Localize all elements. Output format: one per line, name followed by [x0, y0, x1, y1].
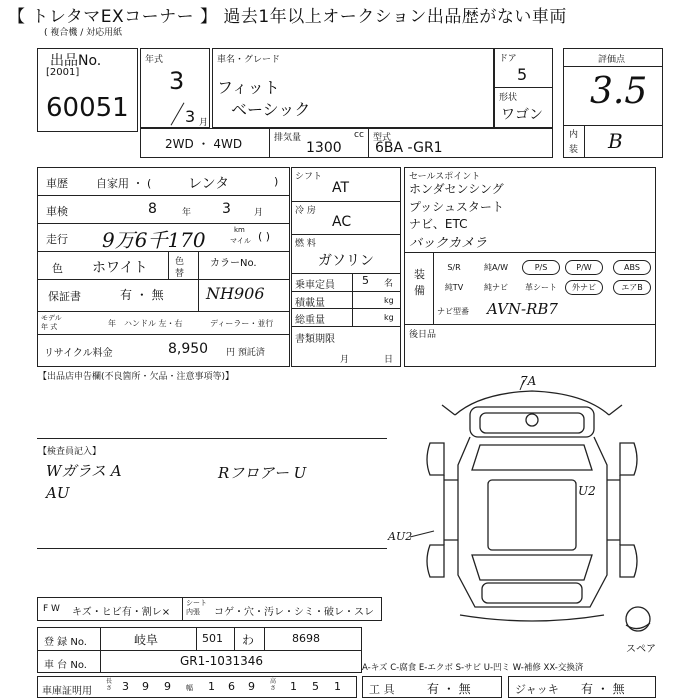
mileage-paren: ( )	[258, 230, 271, 243]
cert-num-9: 1	[334, 680, 341, 693]
shape-value: ワゴン	[501, 107, 543, 123]
mileage-label: 走行	[46, 233, 68, 246]
model-year-unit: 年	[108, 319, 116, 328]
year-box	[140, 48, 210, 128]
inspector-label: 【検査員記入】	[38, 447, 102, 457]
cert-sep-width: 幅	[186, 684, 193, 692]
fuel-label: 燃 料	[295, 239, 316, 249]
shift-value: AT	[332, 180, 350, 196]
doors-label: ドア	[499, 54, 517, 64]
year-month-unit: 月	[199, 118, 209, 128]
load-unit: kg	[384, 296, 394, 305]
color-change-2: 替	[175, 269, 185, 279]
handle-side: ハンドル 左・右	[124, 319, 183, 328]
cert-num-1: 3	[122, 680, 129, 693]
navi-model-value: AVN-RB7	[487, 300, 558, 318]
sales-label: セールスポイント	[409, 172, 481, 182]
shape-label: 形状	[499, 93, 518, 103]
registration-kana: わ	[242, 633, 255, 647]
color-code-label: カラーNo.	[210, 258, 257, 269]
inspection-month: 3	[222, 201, 231, 217]
model-label: 車名・グレード	[217, 55, 281, 65]
recycle-unit: 円 預託済	[226, 348, 265, 358]
equip-sr: S/R	[447, 263, 461, 272]
sales-item-1: ホンダセンシング	[409, 182, 504, 196]
color-label: 色	[52, 262, 63, 275]
score-label: 評価点	[598, 55, 626, 65]
ac-label: 冷 房	[295, 206, 316, 216]
shift-label: シフト	[295, 172, 323, 182]
registration-label: 登 録 No.	[44, 637, 87, 648]
cert-sep-length: 長さ	[106, 678, 113, 692]
fw-box	[37, 597, 382, 621]
fw-items: キズ・ヒビ有・割レ×	[72, 607, 171, 618]
chassis-label: 車 台 No.	[44, 660, 87, 671]
page-title: 【 トレタマEXコーナー 】 過去1年以上オークション出品歴がない車両	[8, 7, 567, 27]
score-box	[563, 48, 663, 158]
weight-label: 総重量	[295, 315, 325, 326]
score-value: 3.5	[590, 71, 648, 112]
doc-day-unit: 日	[384, 355, 394, 365]
capacity-unit: 名	[384, 279, 394, 289]
jack-box	[508, 676, 656, 698]
model-year-label-2: 年 式	[41, 323, 58, 331]
sales-item-4: バックカメラ	[409, 236, 488, 251]
sub-note: ( 複合機 / 対応用紙	[44, 28, 123, 38]
history-label: 車歴	[46, 177, 68, 190]
drive-box	[140, 128, 270, 158]
cert-num-6: 9	[248, 680, 255, 693]
model-year-label-1: モデル	[41, 314, 62, 322]
equip-tv: 純TV	[444, 283, 464, 292]
equip-ext-navi: 外ナビ	[565, 280, 603, 295]
recycle-label: リサイクル料金	[44, 348, 113, 359]
sales-item-3: ナビ、ETC	[409, 217, 468, 231]
diagram-spare: スペア	[626, 644, 656, 655]
tools-box	[362, 676, 502, 698]
type-box	[368, 128, 553, 158]
fuel-value: ガソリン	[318, 253, 374, 269]
equip-pw: P/W	[565, 260, 603, 275]
type-label: 型式	[373, 133, 392, 143]
dealer-import: ディーラー・並行	[210, 319, 274, 328]
lot-box	[37, 48, 138, 132]
drive-value: 2WD ・ 4WD	[165, 137, 243, 151]
equip-leather: 革シート	[525, 283, 557, 292]
color-change-1: 色	[175, 257, 185, 267]
sales-box	[404, 167, 656, 367]
registration-class: 501	[202, 632, 223, 645]
cert-num-8: 5	[312, 680, 319, 693]
history-close: )	[274, 175, 279, 188]
damage-legend: A-キズ C-腐食 E-エクボ S-サビ U-凹ミ W-補修 XX-交換済	[362, 663, 584, 673]
cert-num-2: 9	[142, 680, 149, 693]
later-items-label: 後日品	[409, 330, 437, 340]
warranty-value: 有 ・ 無	[120, 288, 164, 302]
equipment-label-1: 装	[414, 268, 425, 281]
diagram-mark-right: U2	[578, 484, 596, 498]
inspector-note-2: AU	[46, 484, 70, 502]
type-value: 6BA -GR1	[375, 140, 443, 156]
declaration-label: 【出品店申告欄(不良箇所・欠品・注意事項等)】	[38, 372, 235, 382]
chassis-value: GR1-1031346	[180, 654, 264, 668]
car-diagram	[400, 375, 665, 640]
registration-box	[37, 627, 362, 673]
cert-box	[37, 676, 357, 698]
shape-box	[494, 87, 553, 128]
mileage-unit-km: km	[234, 226, 245, 234]
registration-number: 8698	[292, 632, 320, 645]
equip-alloy: 純A/W	[483, 263, 509, 272]
mileage-value: 9万6千170	[102, 228, 206, 252]
doors-box	[494, 48, 553, 88]
displacement-unit: cc	[354, 130, 364, 140]
diagram-mark-left: AU2	[388, 530, 413, 543]
displacement-label: 排気量	[274, 133, 302, 143]
sheet-items: コゲ・穴・汚レ・シミ・破レ・スレ	[214, 607, 374, 618]
navi-model-label: ナビ型番	[437, 307, 469, 316]
color-value: ホワイト	[92, 260, 148, 276]
equip-ps: P/S	[522, 260, 560, 275]
history-options: 自家用 ・ (	[96, 177, 152, 190]
tools-label: 工 具	[369, 683, 395, 696]
displacement-value: 1300	[306, 140, 342, 156]
tools-value: 有 ・ 無	[427, 682, 471, 696]
vehicle-info-box	[37, 167, 290, 367]
equip-airbag: エアB	[613, 280, 651, 295]
ac-value: AC	[332, 214, 352, 230]
model-name: フィット	[217, 78, 280, 97]
jack-label: ジャッキ	[515, 683, 559, 696]
lot-label: 出品No.	[50, 53, 102, 69]
equipment-label-2: 備	[414, 284, 425, 297]
interior-value: B	[608, 129, 623, 153]
cert-num-3: 9	[164, 680, 171, 693]
interior-label-1: 内	[569, 130, 579, 140]
year-label: 年式	[145, 55, 164, 65]
lot-code: [2001]	[46, 67, 80, 78]
cert-num-7: 1	[290, 680, 297, 693]
cert-label: 車庫証明用	[42, 686, 92, 697]
cert-sep-height: 高さ	[270, 678, 277, 692]
sheet-label: シート 内張	[186, 599, 207, 616]
doors-value: 5	[517, 65, 528, 84]
inspection-year: 8	[148, 201, 157, 217]
model-grade: ベーシック	[231, 100, 311, 119]
jack-value: 有 ・ 無	[581, 682, 625, 696]
warranty-label: 保証書	[48, 290, 81, 303]
equip-navi: 純ナビ	[484, 283, 508, 292]
cert-num-4: 1	[208, 680, 215, 693]
fw-label: F W	[43, 604, 60, 614]
year-slash	[171, 102, 185, 125]
registration-pref: 岐阜	[134, 633, 159, 647]
mileage-unit-mile: マイル	[230, 237, 251, 245]
spec-box	[291, 167, 401, 367]
inspection-year-unit: 年	[182, 208, 192, 218]
capacity-value: 5	[362, 274, 369, 287]
color-code: NH906	[206, 284, 265, 303]
weight-unit: kg	[384, 313, 394, 322]
doc-deadline-label: 書類期限	[295, 334, 335, 345]
inspector-note-3: Rフロアー U	[218, 464, 307, 482]
history-value: レンタ	[188, 176, 230, 192]
inspection-label: 車検	[46, 205, 68, 218]
interior-label-2: 装	[569, 145, 579, 155]
year-month: 3	[185, 107, 196, 126]
diagram-mark-top: 7A	[520, 374, 537, 388]
inspection-month-unit: 月	[254, 208, 264, 218]
cert-num-5: 6	[228, 680, 235, 693]
inspector-note-1: Wガラス A	[46, 462, 122, 480]
doc-month-unit: 月	[340, 355, 350, 365]
lot-number: 60051	[46, 93, 129, 123]
load-label: 積載量	[295, 298, 325, 309]
equip-abs: ABS	[613, 260, 651, 275]
capacity-label: 乗車定員	[295, 280, 335, 291]
recycle-value: 8,950	[168, 341, 209, 357]
sales-item-2: プッシュスタート	[409, 200, 504, 214]
year-value: 3	[169, 67, 185, 95]
displacement-box	[269, 128, 369, 158]
model-box	[212, 48, 494, 128]
